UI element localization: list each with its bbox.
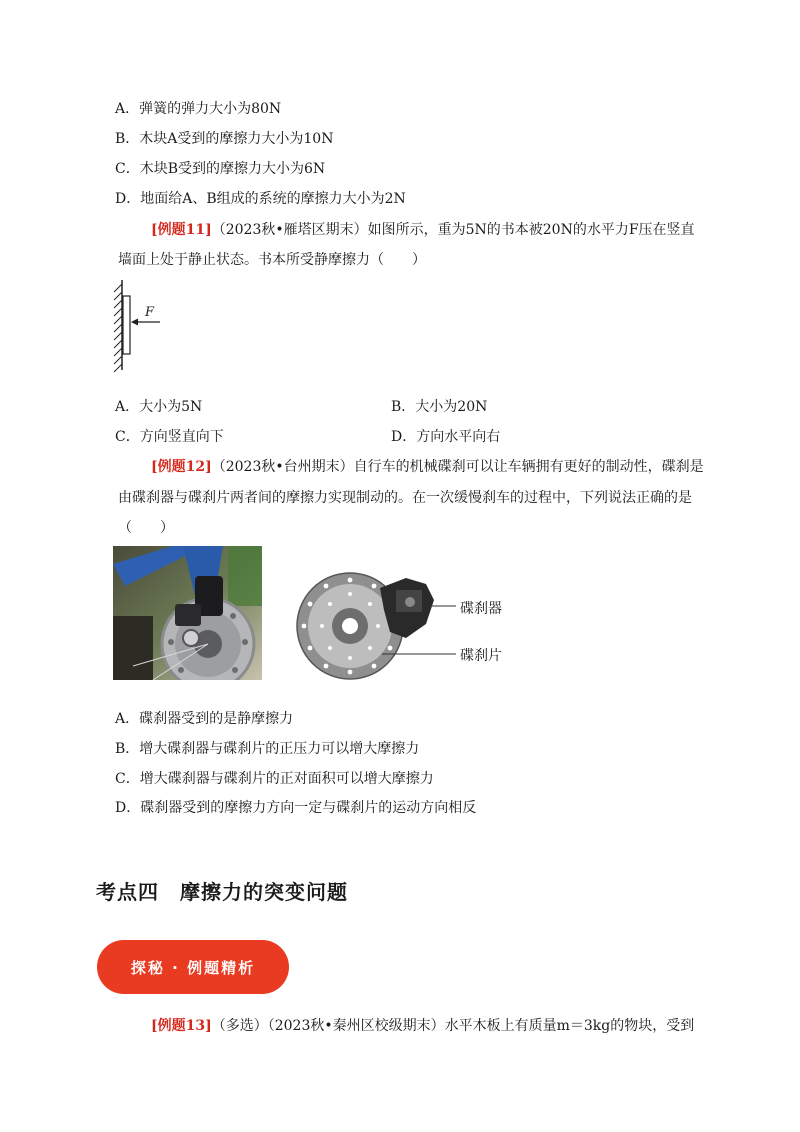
book-shape bbox=[123, 296, 130, 354]
q11-text-1: （2023秋•雁塔区期末）如图所示，重为5N的书本被20N的水平力F压在竖直 bbox=[211, 222, 695, 238]
q13-text-1: （多选）（2023秋•秦州区校级期末）水平木板上有质量m＝3kg的物块，受到 bbox=[211, 1018, 695, 1034]
q11-option-b: B．大小为20N bbox=[391, 399, 488, 415]
q11-option-a: A．大小为5N bbox=[115, 399, 203, 415]
q11-stem-line1 bbox=[151, 219, 695, 239]
q10-option-b: B．木块A受到的摩擦力大小为10N bbox=[115, 131, 334, 147]
q12-option-a: A．碟刹器受到的是静摩擦力 bbox=[115, 711, 294, 727]
disc-brake-diagram bbox=[286, 570, 466, 682]
q12-text-1: （2023秋•台州期末）自行车的机械碟刹可以让车辆拥有更好的制动性，碟刹是 bbox=[211, 459, 704, 475]
q13-stem-line1 bbox=[151, 1015, 694, 1035]
q11-stem-line2: 墙面上处于静止状态。书本所受静摩擦力（ ） bbox=[118, 252, 426, 268]
q10-option-d: D．地面给A、B组成的系统的摩擦力大小为2N bbox=[115, 191, 406, 207]
q10-option-c: C．木块B受到的摩擦力大小为6N bbox=[115, 161, 326, 177]
bike-brake-photo bbox=[113, 546, 262, 680]
section-badge: 探秘 · 例题精析 bbox=[97, 940, 289, 994]
q13-tag: [例题13] bbox=[151, 1018, 212, 1034]
q12-stem-line2: 由碟刹器与碟刹片两者间的摩擦力实现制动的。在一次缓慢刹车的过程中，下列说法正确的是 bbox=[118, 490, 692, 506]
q12-tag: [例题12] bbox=[151, 459, 212, 475]
q12-stem-line1 bbox=[151, 456, 704, 476]
q12-option-b: B．增大碟刹器与碟刹片的正压力可以增大摩擦力 bbox=[115, 741, 420, 757]
q11-option-c: C．方向竖直向下 bbox=[115, 429, 224, 445]
caliper-label: 碟刹器 bbox=[460, 601, 502, 617]
force-label: F bbox=[145, 305, 155, 320]
q10-option-a: A．弹簧的弹力大小为80N bbox=[115, 101, 282, 117]
q12-option-c: C．增大碟刹器与碟刹片的正对面积可以增大摩擦力 bbox=[115, 771, 434, 787]
q11-wall-book-figure bbox=[108, 278, 172, 372]
q11-option-d: D．方向水平向右 bbox=[391, 429, 501, 445]
q12-stem-line3: （ ） bbox=[118, 520, 174, 536]
q12-option-d: D．碟刹器受到的摩擦力方向一定与碟刹片的运动方向相反 bbox=[115, 800, 477, 816]
section-heading: 考点四 摩擦力的突变问题 bbox=[96, 880, 348, 904]
disc-label: 碟刹片 bbox=[460, 648, 502, 664]
q11-tag: [例题11] bbox=[151, 222, 212, 238]
